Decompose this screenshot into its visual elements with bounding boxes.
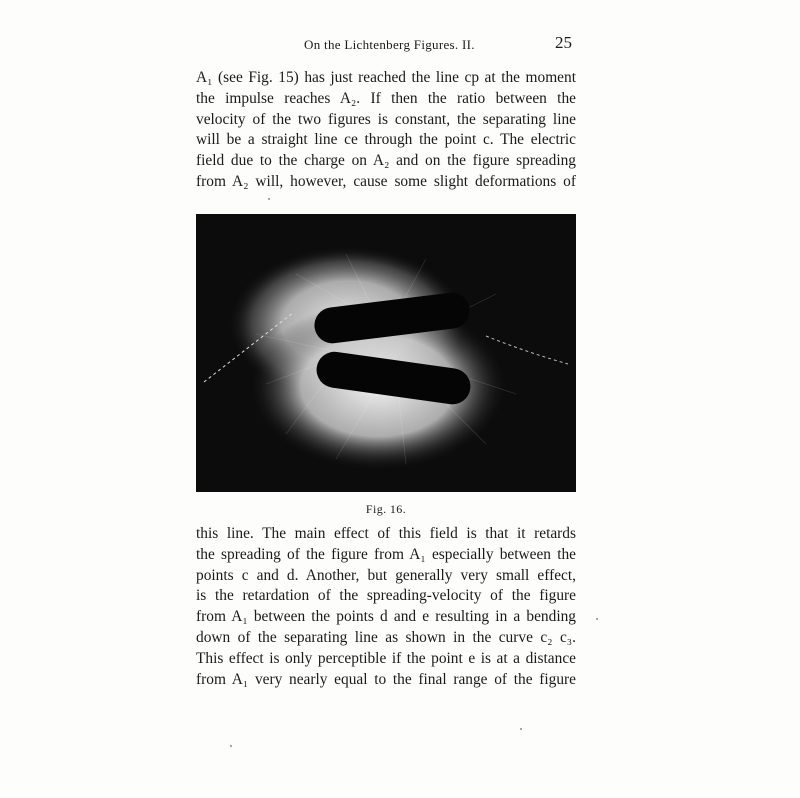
text-line: will be a straight line ce through the point c. The electric [196, 131, 576, 149]
paper-speck [596, 618, 598, 620]
text-line: is the retardation of the spreading-velocity of the figure [196, 587, 576, 605]
paper-speck [268, 198, 270, 200]
text-line: from A₂ will, however, cause some slight deformations of [196, 172, 576, 190]
figure-caption: Fig. 16. [365, 502, 407, 516]
running-head [196, 33, 576, 55]
text-line: velocity of the two figures is constant, the separating line [196, 110, 576, 128]
paper-speck [230, 745, 232, 747]
figure-illustration [196, 214, 576, 492]
paragraph-bottom [196, 524, 576, 690]
text-line: the spreading of the figure from A₁ especially between the [196, 545, 576, 563]
paper-speck [520, 728, 522, 730]
lichtenberg-figure-photo [196, 214, 576, 492]
text-line: from A₁ very nearly equal to the final range of the figure [196, 670, 576, 688]
text-line: from A₁ between the points d and e resulting in a bending [196, 608, 576, 626]
text-line: the impulse reaches A₂. If then the ratio between the [196, 89, 576, 107]
paragraph-top [196, 68, 576, 193]
text-line: field due to the charge on A₂ and on the figure spreading [196, 152, 576, 170]
page-number: 25 [555, 33, 572, 52]
text-line: down of the separating line as shown in the curve c₂ c₃. [196, 628, 576, 646]
text-line: This effect is only perceptible if the point e is at a distance [196, 649, 576, 667]
text-line: this line. The main effect of this field is that it retards [196, 525, 576, 542]
running-title: On the Lichtenberg Figures. II. [304, 37, 475, 52]
text-line: A₁ (see Fig. 15) has just reached the line cp at the moment [196, 69, 576, 86]
text-line: points c and d. Another, but generally very small effect, [196, 566, 576, 584]
